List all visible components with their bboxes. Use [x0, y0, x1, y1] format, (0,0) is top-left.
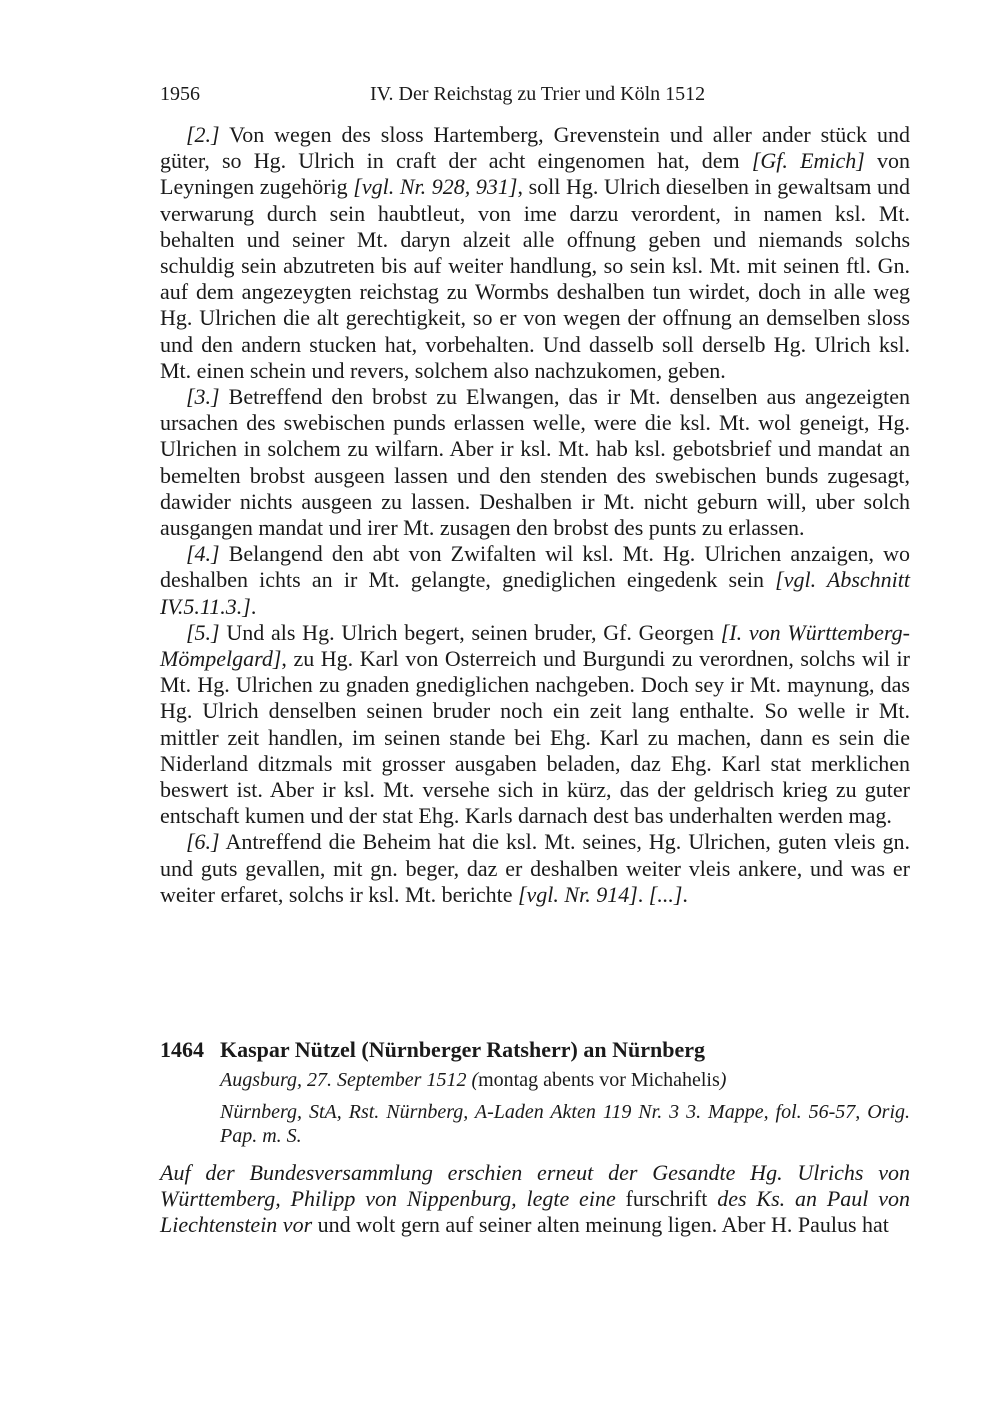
paragraph-number: [4.]: [186, 541, 220, 567]
paragraph-text: Antreffend die Beheim hat die ksl. Mt. seines, Hg. Ulrichen, guten vleis gn. und guts gevallen, mit gn. beger, daz er deshalben weiter vleis ankere, und was er weiter erfaret, solchs ir ksl. Mt. berichte: [160, 829, 910, 907]
paragraph-text: Belangend den abt von Zwifalten wil ksl. Mt. Hg. Ulrichen anzaigen, wo deshalben ichts an ir Mt. gelangte, gnediglichen eingedenk sein: [160, 541, 910, 593]
paragraph-text: Und als Hg. Ulrich begert, seinen bruder, Gf. Georgen: [219, 619, 721, 645]
document-summary: [160, 1160, 910, 1239]
paragraph-number: [5.]: [186, 619, 220, 645]
running-head-title: IV. Der Reichstag zu Trier und Köln 1512: [370, 83, 706, 105]
paragraph-3: [160, 384, 910, 541]
paragraph-text: .: [637, 881, 649, 907]
summary-text: furschrift: [625, 1186, 718, 1212]
paragraph-text: Von wegen des sloss Hartemberg, Grevenstein und aller ander stück und güter, so Hg. Ulrich in craft der acht eingenomen hat, dem: [160, 122, 910, 174]
paragraph-text: .: [250, 593, 257, 619]
editorial-reference: [vgl. Abschnitt IV.5.11.3.]: [160, 567, 910, 619]
paragraph-text: Betreffend den brobst zu Elwangen, das ir Mt. denselben aus angezeigten ursachen des swebischen punds erlassen welle, were die ksl. Mt. wol geneigt, Hg. Ulrichen in solchem zu wilfarn. Aber ir ksl. Mt. hab ksl. gebotsbrief und mandat an bemelten brobst ausgeen lassen und den stenden des swebischen bunds zugesagt, dawider nichts ausgeen zu lassen. Deshalben ir Mt. nicht geburn will, uber solch ausgangen mandat und irer Mt. zusagen den brobst des punts zu erlassen.: [160, 384, 910, 541]
document-number: 1464: [160, 1037, 204, 1062]
paragraph-text: .: [682, 881, 688, 907]
paragraph-4: [160, 541, 910, 620]
date-place: Augsburg, 27. September 1512 (: [220, 1069, 479, 1091]
paragraph-number: [2.]: [186, 122, 220, 147]
paragraph-5: [160, 620, 910, 830]
editorial-reference: [vgl. Nr. 928, 931]: [353, 174, 518, 200]
paragraph-text: von Leyningen zugehörig: [160, 148, 911, 200]
editorial-note: [I. von Württemberg-Mömpelgard]: [160, 619, 910, 672]
paragraph-number: [6.]: [186, 829, 220, 855]
editorial-reference: [vgl. Nr. 914]: [517, 881, 638, 907]
document-title: Kaspar Nützel (Nürnberger Ratsherr) an Nürnberg: [220, 1037, 705, 1062]
document-source: Nürnberg, StA, Rst. Nürnberg, A-Laden Akten 119 Nr. 3 3. Mappe, fol. 56-57, Orig. Pap. m. S.: [220, 1101, 910, 1147]
paragraph-2: [160, 122, 910, 384]
editorial-ellipsis: [...]: [648, 881, 683, 907]
paragraph-text: , zu Hg. Karl von Osterreich und Burgundi zu verordnen, solchs wil ir Mt. Hg. Ulrichen zu gnaden gnediglichen nachgeben. Doch sey ir Mt. maynung, das Hg. Ulrich denselben seinen bruder noch ein zeit lang enthalte. So welle ir Mt. mittler zeit handlen, im seinen stande bei Ehg. Karl zu machen, dann es sein die Niderland ditzmals mit grosser ausgaben beladen, daz Ehg. Karl stat merklichen beswert ist. Aber ir ksl. Mt. versehe sich in kürz, das der geldrisch krieg zu guter entschaft kumen und der stat Ehg. Karls darnach dest bas underhalten werden mag.: [160, 646, 910, 829]
summary-text: und wolt gern auf seiner alten meinung ligen. Aber H. Paulus hat: [312, 1212, 889, 1238]
editorial-note: [Gf. Emich]: [751, 148, 865, 174]
summary-italic: Auf der Bundesversammlung erschien erneut der Gesandte Hg. Ulrichs von Württemberg, Philipp von Nippenburg, legte eine: [160, 1160, 910, 1212]
paragraph-text: , soll Hg. Ulrich dieselben in gewaltsam und verwarung durch sein haubtleut, von ime darzu verordent, in namen ksl. Mt. behalten und seiner Mt. daryn alzeit alle offnung geben und niemands solchs schuldig sein abzutreten bis auf weiter handlung, so sein ksl. Mt. mit seinen ftl. Gn. auf dem angezeygten reichstag zu Wormbs deshalben tun wirdet, doch in alle weg Hg. Ulrichen die alt gerechtigkeit, so er von wegen der offnung an demselben sloss und den andern stucken hat, vorbehalten. Und dasselb soll derselb Hg. Ulrich ksl. Mt. einen schein und revers, solchem also nachzukomen, geben.: [160, 174, 910, 383]
body-text: [160, 122, 910, 908]
date-close: ): [719, 1069, 727, 1091]
page-number: 1956: [160, 83, 200, 105]
document-date: [220, 1068, 910, 1092]
paragraph-number: [3.]: [186, 384, 220, 410]
paragraph-6: [160, 829, 910, 908]
summary-italic: des Ks. an Paul von Liechtenstein vor: [160, 1186, 910, 1238]
date-original: montag abents vor Michahelis: [478, 1069, 720, 1091]
